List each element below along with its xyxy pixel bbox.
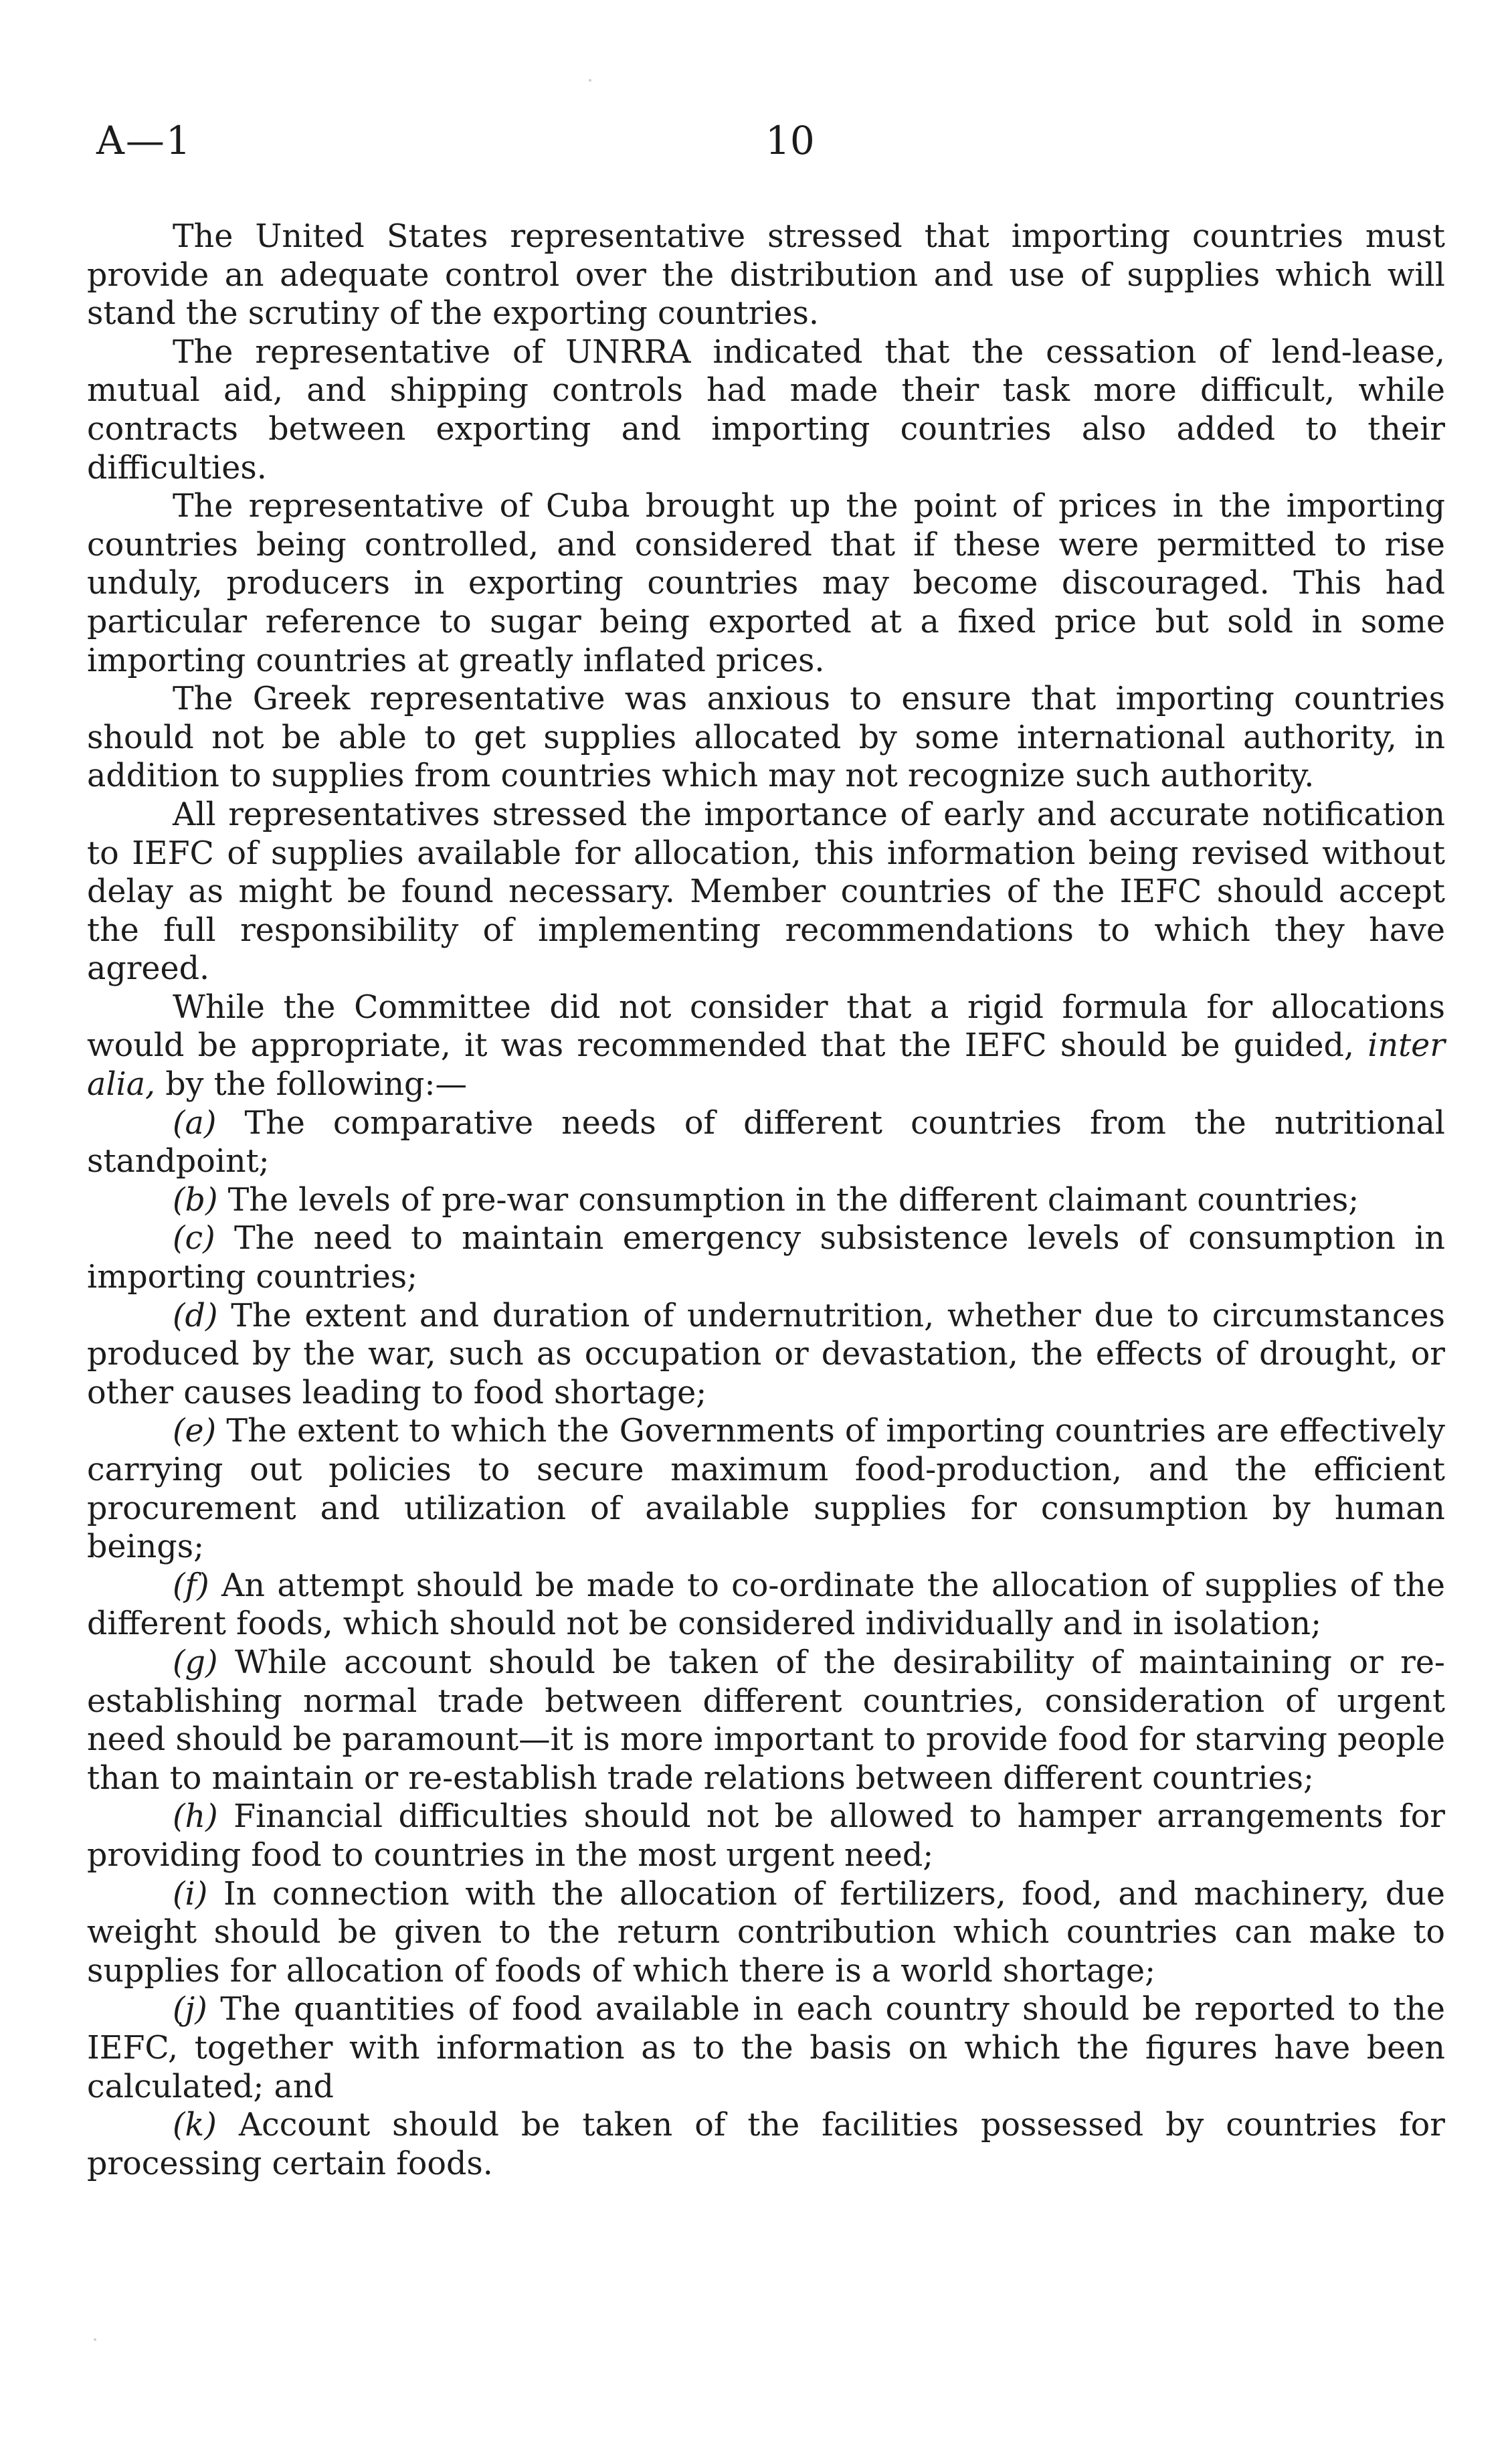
list-item — [87, 1104, 1445, 1181]
intro-latin-phrase: inter alia, — [87, 1027, 1445, 1104]
item-label: (j) — [173, 1991, 207, 2028]
intro-text-end: by the following:— — [155, 1066, 467, 1104]
intro-text: While the Committee did not consider that a rigid formula for allocations would be appropriate, it was recommended that the IEFC should be guided, — [87, 988, 1445, 1065]
paragraph-greek-representative: The Greek representative was anxious to ensure that importing countries should not be able to get supplies allocated by some international authority, in addition to supplies from countries which may not recognize such authority. — [87, 681, 1445, 795]
item-text: The extent and duration of undernutrition, whether due to circumstances produced by the war, such as occupation or devastation, the effects of drought, or other causes leading to food shortage; — [87, 1297, 1445, 1411]
list-item — [87, 2106, 1445, 2183]
item-label: (i) — [173, 1875, 208, 1913]
list-item — [87, 1990, 1445, 2106]
item-text: While account should be taken of the desirability of maintaining or re-establishing normal trade between different countries, consideration of urgent need should be paramount—it is more important to provide food for starving people than to maintain or re-establish trade relations between different countries; — [87, 1644, 1445, 1797]
item-label: (c) — [173, 1220, 215, 1257]
list-item — [87, 1412, 1445, 1566]
paragraph-us-representative: The United States representative stressed that importing countries must provide an adequate control over the distribution and use of supplies which will stand the scrutiny of the exporting countries. — [87, 218, 1445, 333]
paragraph-cuba: The representative of Cuba brought up the point of prices in the importing countries being controlled, and considered that if these were permitted to rise unduly, producers in exporting countries may become discouraged. This had particular reference to sugar being exported at a fixed price but sold in some importing countries at greatly inflated prices. — [87, 488, 1445, 679]
item-text: In connection with the allocation of fertilizers, food, and machinery, due weight should be given to the return contribution which countries can make to supplies for allocation of foods of which there is a world shortage; — [87, 1875, 1446, 1990]
item-text: Financial difficulties should not be allowed to hamper arrangements for providing food to countries in the most urgent need; — [87, 1798, 1445, 1874]
page-number: 10 — [765, 118, 815, 163]
paragraph-committee-guidance — [87, 988, 1445, 1104]
list-item — [87, 1798, 1445, 1874]
page-header — [96, 118, 1434, 185]
item-label: (e) — [173, 1413, 217, 1450]
item-text: The comparative needs of different countries from the nutritional standpoint; — [87, 1104, 1445, 1180]
item-text: The levels of pre-war consumption in the different claimant countries; — [227, 1181, 1359, 1219]
scan-speck — [589, 79, 591, 82]
document-code: A—1 — [96, 118, 192, 163]
item-label: (a) — [173, 1104, 217, 1142]
item-label: (b) — [173, 1181, 218, 1219]
item-text: An attempt should be made to co-ordinate the allocation of supplies of the different foods, which should not be considered individually and in isolation; — [87, 1567, 1445, 1643]
body-text — [87, 217, 1445, 2183]
list-item — [87, 1875, 1445, 1991]
item-label: (k) — [173, 2107, 217, 2144]
paragraph-unrra: The representative of UNRRA indicated that the cessation of lend-lease, mutual aid, and shipping controls had made their task more difficult, while contracts between exporting and importing countries also added to their difficulties. — [87, 333, 1445, 487]
item-text: The quantities of food available in each country should be reported to the IEFC, together with information as to the basis on which the figures have been calculated; and — [87, 1991, 1445, 2105]
list-item — [87, 1219, 1445, 1296]
item-label: (h) — [173, 1798, 218, 1836]
list-item — [87, 1181, 1445, 1220]
item-label: (d) — [173, 1297, 218, 1334]
list-item — [87, 1297, 1445, 1413]
scan-speck — [94, 2338, 96, 2341]
item-text: The need to maintain emergency subsistence levels of consumption in importing countries; — [87, 1220, 1445, 1296]
item-text: Account should be taken of the facilities possessed by countries for processing certain foods. — [87, 2107, 1445, 2182]
paragraph-all-representatives: All representatives stressed the importance of early and accurate notification to IEFC of supplies available for allocation, this information being revised without delay as might be found necessary. Member countries of the IEFC should accept the full responsibility of implementing recommendations to which they have agreed. — [87, 796, 1445, 988]
list-item — [87, 1644, 1445, 1798]
list-item — [87, 1567, 1445, 1644]
item-label: (f) — [173, 1567, 209, 1604]
item-label: (g) — [173, 1644, 218, 1681]
item-text: The extent to which the Governments of importing countries are effectively carrying out policies to secure maximum food-production, and the efficient procurement and utilization of available supplies for consumption by human beings; — [87, 1413, 1445, 1566]
